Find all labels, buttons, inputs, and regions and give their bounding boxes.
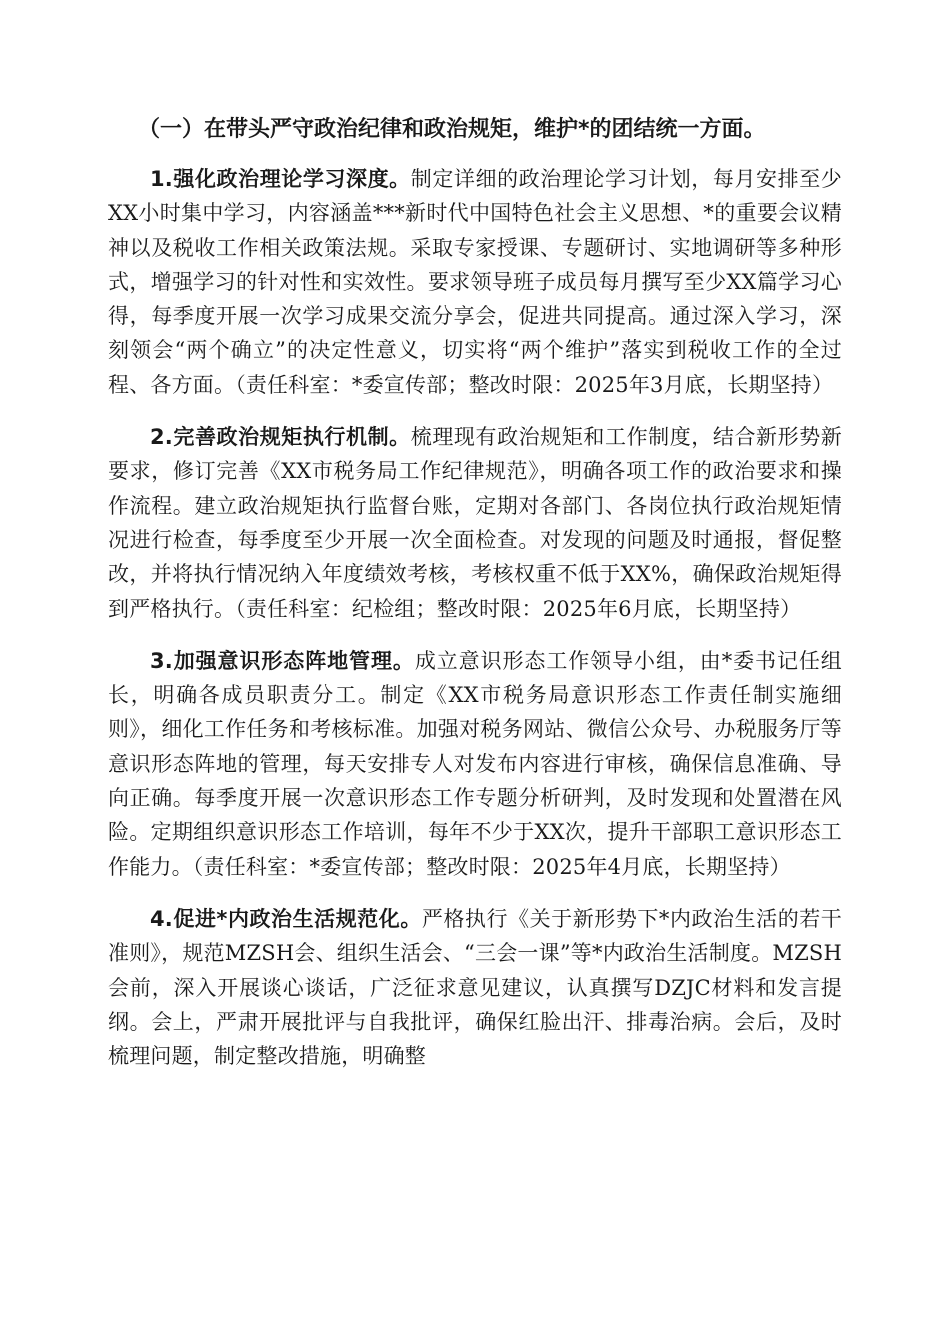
paragraph-body: 制定详细的政治理论学习计划，每月安排至少XX小时集中学习，内容涵盖***新时代中国特色社会主义思想、*的重要会议精神以及税收工作相关政策法规。采取专家授课、专题研讨、实地调研等多种形式，增强学习的针对性和实效性。要求领导班子成员每月撰写至少XX篇学习心得，每季度开展一次学习成果交流分享会，促进共同提高。通过深入学习，深刻领会“两个确立”的决定性意义，切实将“两个维护”落实到税收工作的全过程、各方面。（责任科室：*委宣传部；整改时限：2025年3月底，长期坚持）: [108, 167, 842, 397]
paragraph-lead: 4.促进*内政治生活规范化。: [150, 906, 422, 931]
paragraph-lead: 3.加强意识形态阵地管理。: [150, 648, 415, 673]
paragraph-4: [108, 902, 842, 1073]
paragraph-body: 成立意识形态工作领导小组，由*委书记任组长，明确各成员职责分工。制定《XX市税务局意识形态工作责任制实施细则》，细化工作任务和考核标准。加强对税务网站、微信公众号、办税服务厅等意识形态阵地的管理，每天安排专人对发布内容进行审核，确保信息准确、导向正确。每季度开展一次意识形态工作专题分析研判，及时发现和处置潜在风险。定期组织意识形态工作培训，每年不少于XX次，提升干部职工意识形态工作能力。（责任科室：*委宣传部；整改时限：2025年4月底，长期坚持）: [108, 648, 842, 879]
paragraph-body: 严格执行《关于新形势下*内政治生活的若干准则》，规范MZSH会、组织生活会、“三会一课”等*内政治生活制度。MZSH会前，深入开展谈心谈话，广泛征求意见建议，认真撰写DZJC材料和发言提纲。会上，严肃开展批评与自我批评，确保红脸出汗、排毒治病。会后，及时梳理问题，制定整改措施，明确整: [108, 906, 842, 1069]
paragraph-lead: 1.强化政治理论学习深度。: [150, 167, 411, 191]
paragraph-lead: 2.完善政治规矩执行机制。: [150, 425, 411, 450]
section-heading: （一）在带头严守政治纪律和政治规矩，维护*的团结统一方面。: [138, 117, 766, 142]
paragraph-3: [108, 644, 842, 884]
paragraph-1: [108, 162, 842, 402]
paragraph-body: 梳理现有政治规矩和工作制度，结合新形势新要求，修订完善《XX市税务局工作纪律规范》，明确各项工作的政治要求和操作流程。建立政治规矩执行监督台账，定期对各部门、各岗位执行政治规矩情况进行检查，每季度至少开展一次全面检查。对发现的问题及时通报，督促整改，并将执行情况纳入年度绩效考核，考核权重不低于XX%，确保政治规矩得到严格执行。（责任科室：纪检组；整改时限：2025年6月底，长期坚持）: [108, 425, 842, 621]
paragraph-2: [108, 420, 842, 626]
